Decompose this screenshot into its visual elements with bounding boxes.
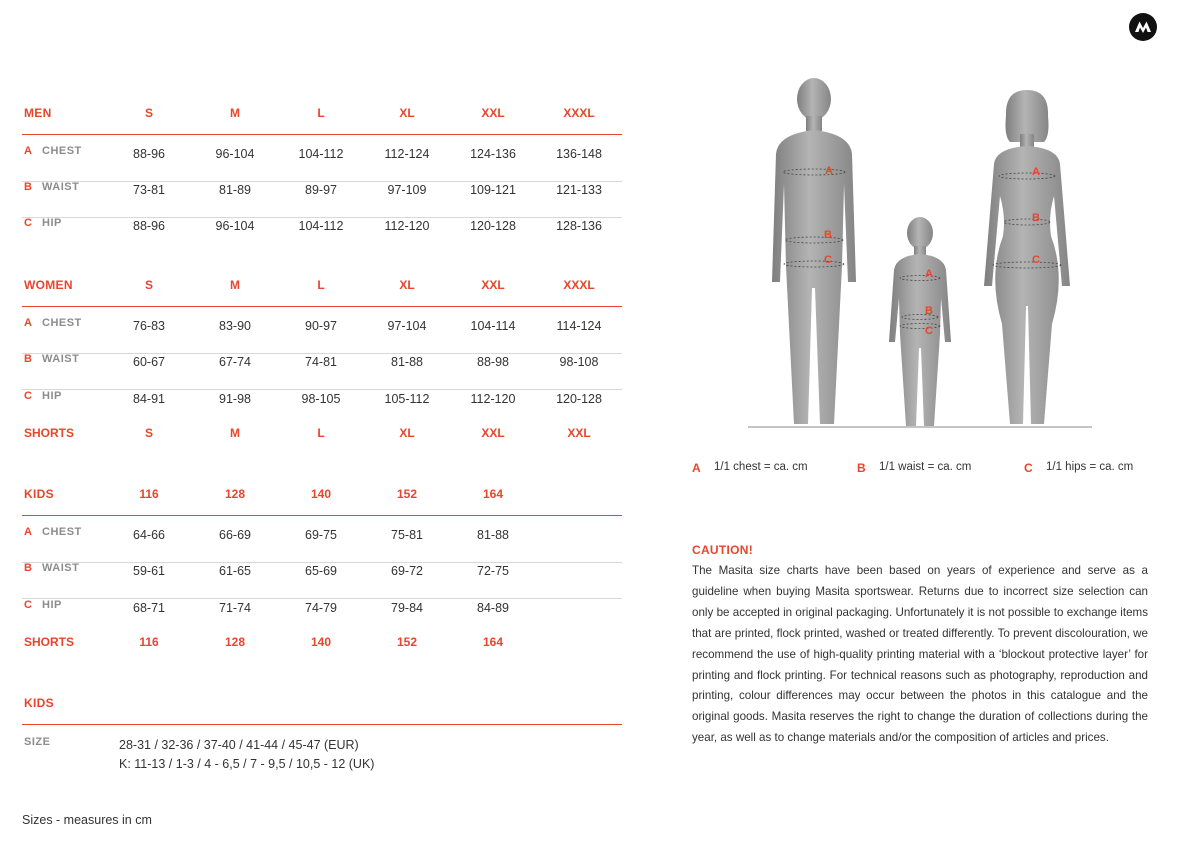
shorts-size: S — [144, 426, 153, 440]
value-cell: 105-112 — [384, 392, 430, 406]
measure-letter: C — [24, 217, 32, 229]
size-col: 140 — [310, 487, 332, 501]
man-chest-mark: A — [825, 165, 833, 177]
size-col: 128 — [224, 487, 246, 501]
value-cell: 90-97 — [305, 319, 337, 333]
legend-text-chest: 1/1 chest = ca. cm — [714, 461, 808, 473]
value-cell: 98-108 — [559, 355, 599, 369]
table-row — [22, 599, 622, 635]
table-row — [22, 317, 622, 354]
value-cell: 74-81 — [305, 355, 337, 369]
section-title: KIDS — [24, 696, 54, 710]
legend-letter-c: C — [1024, 461, 1033, 475]
measure-letter: B — [24, 181, 32, 193]
value-cell: 83-90 — [219, 319, 251, 333]
value-cell: 96-104 — [215, 219, 255, 233]
man-figure — [772, 78, 856, 424]
legend-letter-b: B — [857, 461, 866, 475]
value-cell: 72-75 — [477, 564, 509, 578]
size-col: XXXL — [563, 278, 595, 292]
masita-logo-icon — [1129, 13, 1157, 41]
measure-label: CHEST — [42, 526, 82, 538]
size-col: S — [144, 106, 153, 120]
measure-label: CHEST — [42, 145, 82, 157]
table-row — [22, 562, 622, 599]
shorts-title: SHORTS — [24, 426, 75, 440]
legend-text-hips: 1/1 hips = ca. cm — [1046, 461, 1134, 473]
measure-label: WAIST — [42, 353, 80, 365]
section-title: MEN — [24, 106, 52, 120]
body-measurement-illustration — [748, 76, 1092, 430]
value-cell: 67-74 — [219, 355, 251, 369]
measure-label: HIP — [42, 599, 62, 611]
shoe-size-label: SIZE — [24, 736, 51, 748]
shorts-size: L — [317, 426, 325, 440]
value-cell: 60-67 — [133, 355, 165, 369]
child-hip-mark: C — [925, 325, 933, 337]
measure-label: WAIST — [42, 181, 80, 193]
table-row — [22, 526, 622, 563]
value-cell: 88-98 — [477, 355, 509, 369]
size-col: M — [230, 278, 240, 292]
value-cell: 98-105 — [301, 392, 341, 406]
value-cell: 64-66 — [133, 528, 165, 542]
value-cell: 69-75 — [305, 528, 337, 542]
woman-figure — [984, 90, 1070, 424]
size-col: M — [230, 106, 240, 120]
caution-text: The Masita size charts have been based on years of experience and serve as a guideline when buying Masita sportswear. Returns due to incorrect size selection can only be accepted in original packaging. Unfortunately it is not possible to exchange items that are printed, flock printed, washed or treated differently. To prevent discolouration, we recommend the use of high-quality printing material with a ‘blockout protective layer’ for printing and flock printing. For technical reasons such as photography, reproduction and printing, colour differences may occur between the photos in this catalogue and the original goods. Masita reserves the right to change the duration of collections during the year, as well as to change materials and/or the composition of articles and prices. — [692, 564, 1148, 745]
value-cell: 104-112 — [298, 147, 344, 161]
value-cell: 81-88 — [391, 355, 423, 369]
table-row — [22, 353, 622, 390]
man-hip-mark: C — [824, 254, 832, 266]
shorts-size: 128 — [224, 635, 246, 649]
shorts-size: 164 — [482, 635, 504, 649]
size-col: XXL — [481, 278, 505, 292]
size-col: 152 — [396, 487, 418, 501]
value-cell: 74-79 — [305, 601, 337, 615]
legend-text-waist: 1/1 waist = ca. cm — [879, 461, 972, 473]
child-waist-mark: B — [925, 305, 933, 317]
measure-label: HIP — [42, 390, 62, 402]
value-cell: 81-89 — [219, 183, 251, 197]
kids-shorts-row — [22, 635, 622, 655]
caution-title: CAUTION! — [692, 543, 754, 557]
shorts-size: 116 — [139, 635, 159, 649]
measure-letter: A — [24, 317, 32, 329]
value-cell: 136-148 — [556, 147, 602, 161]
value-cell: 66-69 — [219, 528, 251, 542]
value-cell: 96-104 — [215, 147, 255, 161]
woman-chest-mark: A — [1032, 166, 1040, 178]
value-cell: 81-88 — [477, 528, 509, 542]
kids-shoes-header — [22, 696, 622, 725]
size-col: L — [317, 278, 325, 292]
measure-letter: B — [24, 562, 32, 574]
measure-label: WAIST — [42, 562, 80, 574]
value-cell: 71-74 — [219, 601, 251, 615]
size-col: S — [144, 278, 153, 292]
measure-label: HIP — [42, 217, 62, 229]
value-cell: 84-89 — [477, 601, 509, 615]
value-cell: 75-81 — [391, 528, 423, 542]
size-col: XL — [399, 278, 415, 292]
value-cell: 112-124 — [384, 147, 430, 161]
size-col: 116 — [139, 487, 159, 501]
shorts-size: M — [230, 426, 240, 440]
measure-letter: C — [24, 599, 32, 611]
value-cell: 69-72 — [391, 564, 423, 578]
value-cell: 88-96 — [133, 219, 165, 233]
woman-hip-mark: C — [1032, 254, 1040, 266]
value-cell: 124-136 — [470, 147, 516, 161]
man-waist-mark: B — [824, 229, 832, 241]
shorts-size: 140 — [310, 635, 332, 649]
value-cell: 79-84 — [391, 601, 423, 615]
shoe-size-uk: K: 11-13 / 1-3 / 4 - 6,5 / 7 - 9,5 / 10,5 - 12 (UK) — [119, 757, 375, 771]
value-cell: 104-112 — [298, 219, 344, 233]
value-cell: 112-120 — [384, 219, 430, 233]
value-cell: 61-65 — [219, 564, 251, 578]
value-cell: 97-109 — [387, 183, 427, 197]
value-cell: 89-97 — [305, 183, 337, 197]
value-cell: 91-98 — [219, 392, 251, 406]
measure-letter: B — [24, 353, 32, 365]
value-cell: 73-81 — [133, 183, 165, 197]
shorts-size: XL — [399, 426, 415, 440]
shorts-size: 152 — [396, 635, 418, 649]
child-figure — [889, 217, 951, 426]
value-cell: 109-121 — [470, 183, 516, 197]
value-cell: 88-96 — [133, 147, 165, 161]
size-col: 164 — [482, 487, 504, 501]
table-row — [22, 390, 622, 426]
size-col: XXL — [481, 106, 505, 120]
measure-letter: A — [24, 145, 32, 157]
value-cell: 84-91 — [133, 392, 165, 406]
legend-letter-a: A — [692, 461, 701, 475]
shoe-size-eur: 28-31 / 32-36 / 37-40 / 41-44 / 45-47 (EUR) — [119, 738, 359, 752]
value-cell: 114-124 — [556, 319, 602, 333]
value-cell: 121-133 — [556, 183, 602, 197]
table-row — [22, 217, 622, 253]
woman-waist-mark: B — [1032, 212, 1040, 224]
shorts-size: XXL — [481, 426, 505, 440]
men-header — [22, 106, 622, 135]
value-cell: 68-71 — [133, 601, 165, 615]
shorts-size: XXL — [567, 426, 591, 440]
section-title: KIDS — [24, 487, 54, 501]
kids-header — [22, 487, 622, 516]
size-col: XXXL — [563, 106, 595, 120]
footnote: Sizes - measures in cm — [22, 813, 152, 827]
measure-letter: C — [24, 390, 32, 402]
women-shorts-row — [22, 426, 622, 446]
section-title: WOMEN — [24, 278, 73, 292]
table-row — [22, 145, 622, 182]
value-cell: 120-128 — [470, 219, 516, 233]
value-cell: 112-120 — [470, 392, 516, 406]
value-cell: 120-128 — [556, 392, 602, 406]
value-cell: 104-114 — [470, 319, 516, 333]
value-cell: 59-61 — [133, 564, 165, 578]
size-col: XL — [399, 106, 415, 120]
table-row — [22, 181, 622, 218]
child-chest-mark: A — [925, 268, 933, 280]
value-cell: 128-136 — [556, 219, 602, 233]
value-cell: 65-69 — [305, 564, 337, 578]
shorts-title: SHORTS — [24, 635, 75, 649]
women-header — [22, 278, 622, 307]
value-cell: 76-83 — [133, 319, 165, 333]
measure-label: CHEST — [42, 317, 82, 329]
size-col: L — [317, 106, 325, 120]
measure-letter: A — [24, 526, 32, 538]
value-cell: 97-104 — [387, 319, 427, 333]
